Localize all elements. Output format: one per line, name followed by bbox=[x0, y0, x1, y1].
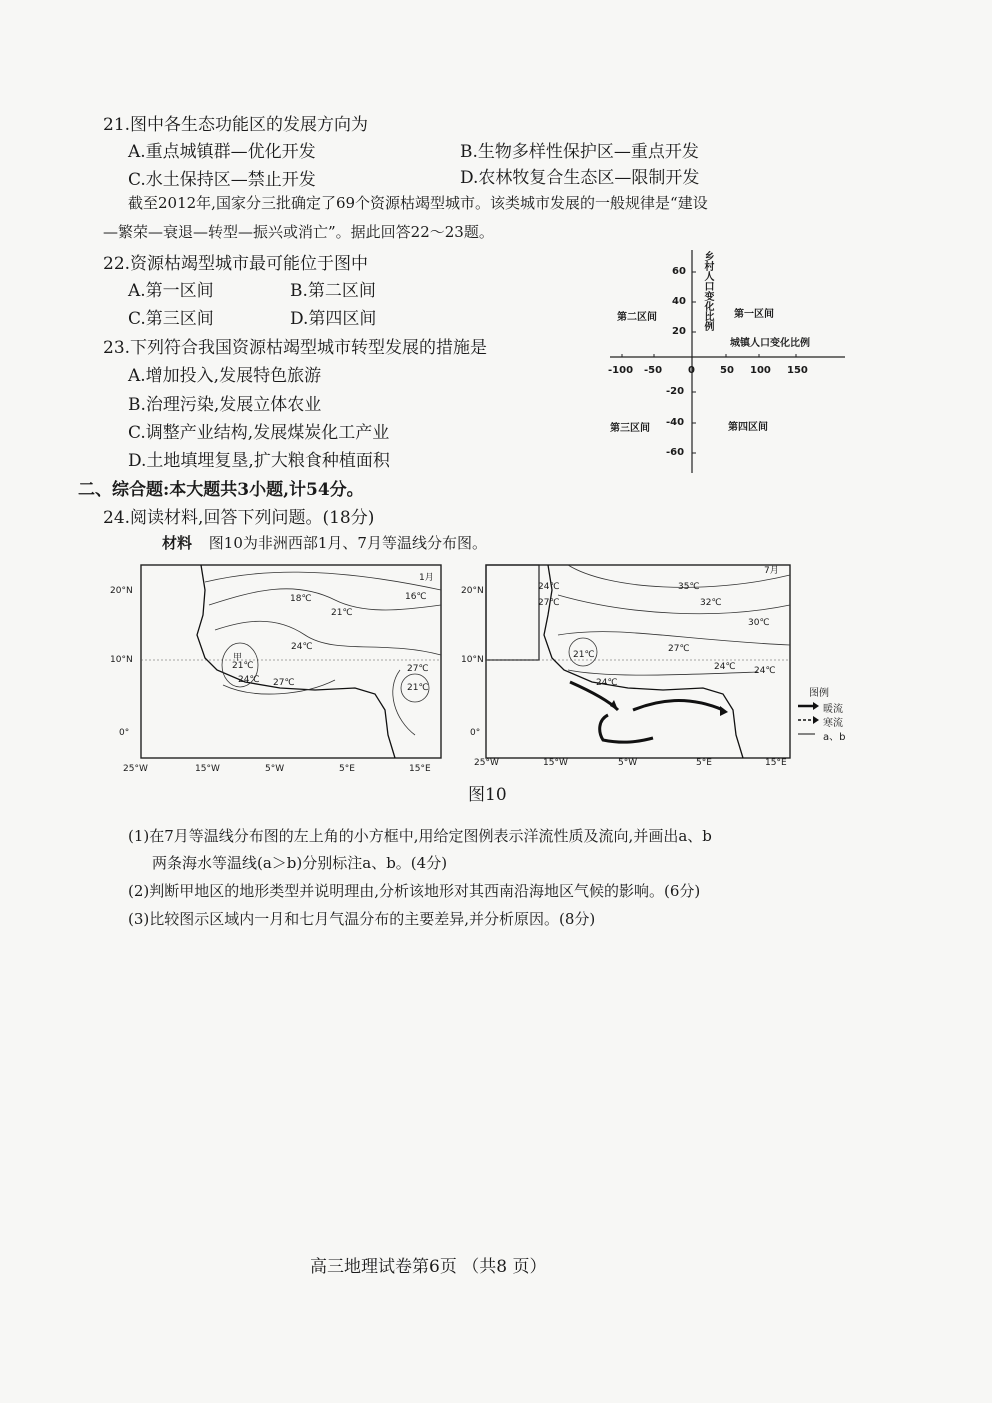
region-third: 第三区间 bbox=[610, 423, 650, 434]
jul-month-label: 7月 bbox=[764, 566, 779, 576]
jan-lon-15w: 15°W bbox=[195, 764, 220, 774]
q21-option-d: D.农林牧复合生态区—限制开发 bbox=[460, 168, 700, 188]
x-tick-0: 0 bbox=[688, 365, 695, 376]
jul-lat-10n: 10°N bbox=[461, 655, 484, 665]
y-tick-neg60: -60 bbox=[666, 447, 685, 458]
region-first: 第一区间 bbox=[734, 309, 774, 320]
jul-lon-15e: 15°E bbox=[765, 758, 787, 768]
legend-title: 图例 bbox=[809, 688, 829, 699]
jan-place-jia: 甲 bbox=[233, 653, 243, 663]
q24-material bbox=[162, 532, 487, 553]
legend-cold: 寒流 bbox=[823, 718, 843, 729]
jan-lat-0: 0° bbox=[119, 728, 130, 738]
q21-stem: 21.图中各生态功能区的发展方向为 bbox=[103, 115, 369, 135]
jul-iso-24b: 24℃ bbox=[596, 678, 618, 688]
passage-line-2: —繁荣—衰退—转型—振兴或消亡”。据此回答22～23题。 bbox=[103, 223, 494, 241]
q24-sub2: (2)判断甲地区的地形类型并说明理由,分析该地形对其西南沿海地区气候的影响。(6分) bbox=[128, 882, 701, 900]
y-tick-neg40: -40 bbox=[666, 417, 685, 428]
jul-lat-0: 0° bbox=[470, 728, 481, 738]
jan-iso-21b: 21℃ bbox=[232, 661, 254, 671]
jul-iso-32: 32℃ bbox=[700, 598, 722, 608]
q21-option-b: B.生物多样性保护区—重点开发 bbox=[460, 142, 699, 162]
q24-stem: 24.阅读材料,回答下列问题。(18分) bbox=[103, 508, 375, 528]
jan-lat-10n: 10°N bbox=[110, 655, 133, 665]
material-label: 材料 bbox=[162, 534, 193, 552]
jan-iso-27b: 27℃ bbox=[407, 664, 429, 674]
jan-lon-5w: 5°W bbox=[265, 764, 285, 774]
legend bbox=[795, 684, 875, 754]
map-july-drawing bbox=[458, 560, 798, 780]
jul-lon-15w: 15°W bbox=[543, 758, 568, 768]
jan-iso-24a: 24℃ bbox=[291, 642, 313, 652]
jan-lon-5e: 5°E bbox=[339, 764, 355, 774]
map-january bbox=[105, 560, 455, 780]
jan-lon-25w: 25°W bbox=[123, 764, 148, 774]
y-tick-60: 60 bbox=[672, 266, 686, 277]
y-tick-neg20: -20 bbox=[666, 386, 685, 397]
x-tick-100: 100 bbox=[750, 365, 771, 376]
q24-sub3: (3)比较图示区域内一月和七月气温分布的主要差异,并分析原因。(8分) bbox=[128, 910, 596, 928]
q23-option-a: A.增加投入,发展特色旅游 bbox=[128, 366, 322, 386]
q22-option-a: A.第一区间 bbox=[128, 281, 214, 301]
jul-iso-24a: 24℃ bbox=[538, 582, 560, 592]
q23-option-d: D.土地填埋复垦,扩大粮食种植面积 bbox=[128, 451, 390, 471]
jan-iso-21a: 21℃ bbox=[331, 608, 353, 618]
jul-iso-35: 35℃ bbox=[678, 582, 700, 592]
jul-lon-25w: 25°W bbox=[474, 758, 499, 768]
jul-iso-24d: 24℃ bbox=[754, 666, 776, 676]
jan-lat-20n: 20°N bbox=[110, 586, 133, 596]
x-tick-neg100: -100 bbox=[608, 365, 634, 376]
q22-option-c: C.第三区间 bbox=[128, 309, 214, 329]
region-fourth: 第四区间 bbox=[728, 422, 768, 433]
legend-warm: 暖流 bbox=[823, 704, 843, 715]
y-tick-40: 40 bbox=[672, 296, 686, 307]
jul-lon-5w: 5°W bbox=[618, 758, 638, 768]
y-tick-20: 20 bbox=[672, 326, 686, 337]
map-july bbox=[458, 560, 798, 780]
figure-caption: 图10 bbox=[468, 785, 507, 805]
jul-iso-27a: 27℃ bbox=[538, 598, 560, 608]
x-tick-neg50: -50 bbox=[644, 365, 663, 376]
july-small-box bbox=[486, 565, 539, 660]
jan-iso-18: 18℃ bbox=[290, 594, 312, 604]
q23-stem: 23.下列符合我国资源枯竭型城市转型发展的措施是 bbox=[103, 338, 488, 358]
q22-stem: 22.资源枯竭型城市最可能位于图中 bbox=[103, 254, 369, 274]
jul-iso-21: 21℃ bbox=[573, 650, 595, 660]
jul-iso-24c: 24℃ bbox=[714, 662, 736, 672]
section2-title: 二、综合题:本大题共3小题,计54分。 bbox=[78, 480, 364, 500]
q23-option-c: C.调整产业结构,发展煤炭化工产业 bbox=[128, 423, 390, 443]
jul-iso-30: 30℃ bbox=[748, 618, 770, 628]
jul-lon-5e: 5°E bbox=[696, 758, 712, 768]
material-text: 图10为非洲西部1月、7月等温线分布图。 bbox=[208, 534, 487, 552]
region-second: 第二区间 bbox=[617, 312, 657, 323]
quadrant-chart bbox=[600, 245, 860, 485]
q23-option-b: B.治理污染,发展立体农业 bbox=[128, 395, 322, 415]
q22-option-b: B.第二区间 bbox=[290, 281, 376, 301]
map-january-drawing bbox=[105, 560, 455, 780]
x-tick-150: 150 bbox=[787, 365, 808, 376]
q24-sub1-line1: (1)在7月等温线分布图的左上角的小方框中,用给定图例表示洋流性质及流向,并画出a、b bbox=[128, 827, 712, 845]
jan-iso-16: 16℃ bbox=[405, 592, 427, 602]
jan-iso-21c: 21℃ bbox=[407, 683, 429, 693]
page-footer: 高三地理试卷第6页 （共8 页） bbox=[310, 1257, 547, 1277]
q21-option-a: A.重点城镇群—优化开发 bbox=[128, 142, 316, 162]
legend-ab: a、b bbox=[823, 732, 846, 743]
jul-lat-20n: 20°N bbox=[461, 586, 484, 596]
jul-iso-27b: 27℃ bbox=[668, 644, 690, 654]
jan-iso-27a: 27℃ bbox=[273, 678, 295, 688]
jan-lon-15e: 15°E bbox=[409, 764, 431, 774]
q22-option-d: D.第四区间 bbox=[290, 309, 377, 329]
legend-symbols bbox=[795, 698, 825, 758]
q24-sub1-line2: 两条海水等温线(a＞b)分别标注a、b。(4分) bbox=[152, 854, 448, 872]
x-axis-label: 城镇人口变化比例 bbox=[730, 338, 810, 349]
y-axis-label: 乡村人口变化比例 bbox=[702, 251, 713, 331]
jan-iso-24b: 24℃ bbox=[238, 675, 260, 685]
x-tick-50: 50 bbox=[720, 365, 734, 376]
passage-line-1: 截至2012年,国家分三批确定了69个资源枯竭型城市。该类城市发展的一般规律是“建设 bbox=[128, 194, 708, 212]
q21-option-c: C.水土保持区—禁止开发 bbox=[128, 170, 316, 190]
jan-month-label: 1月 bbox=[419, 573, 434, 583]
